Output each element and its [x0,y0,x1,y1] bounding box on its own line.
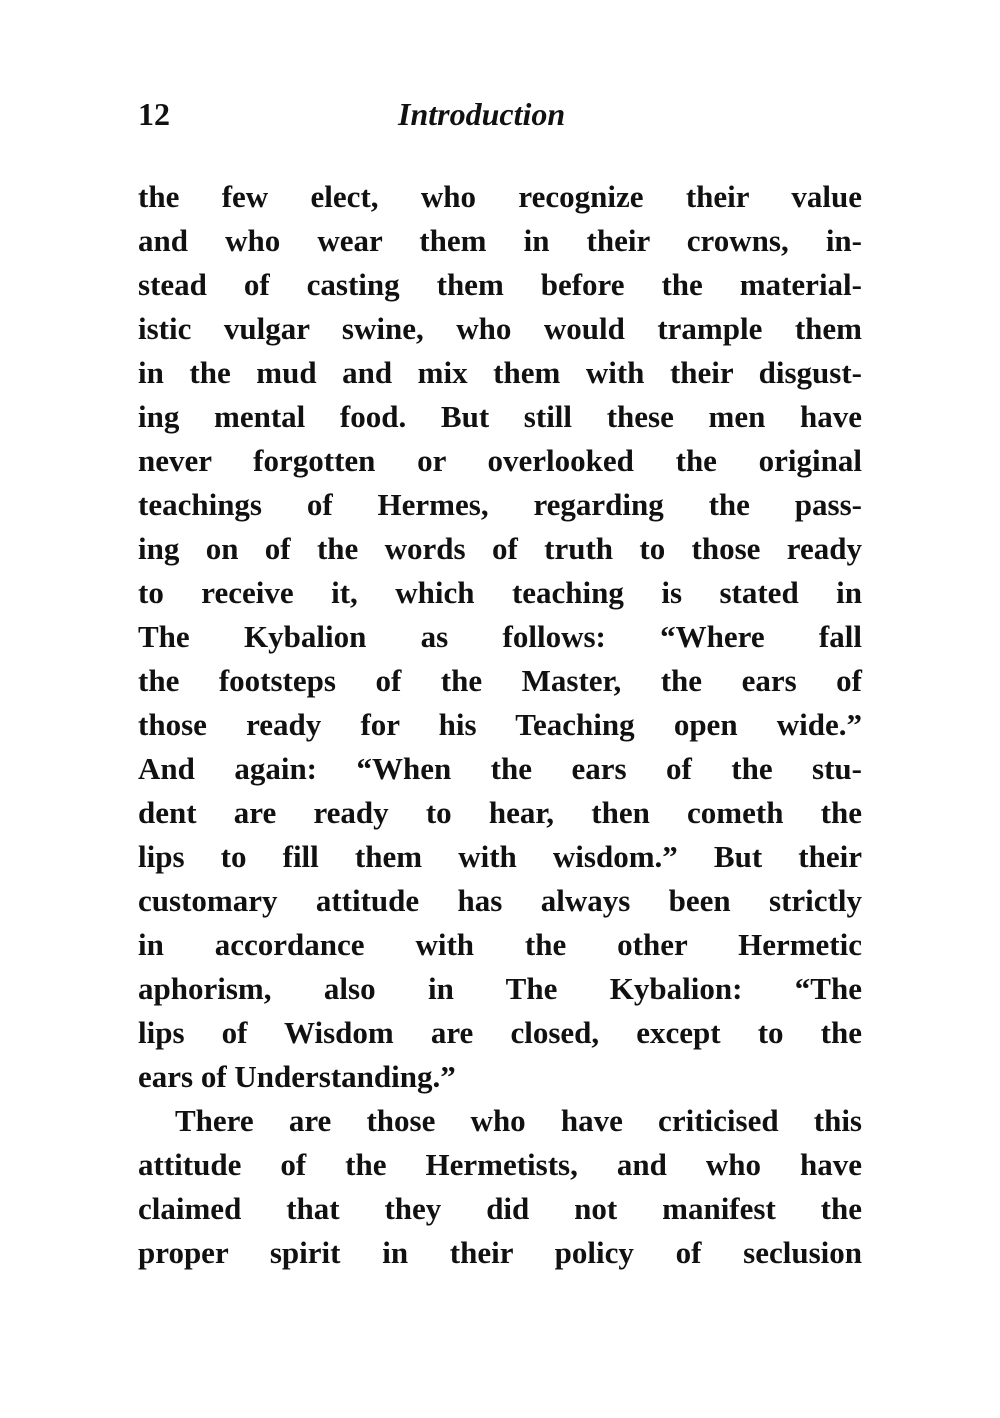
text-line: There are those who have criticised this [175,1103,862,1138]
text-line: to receive it, which teaching is stated in [138,575,862,610]
text-line: stead of casting them before the material- [138,267,862,302]
text-line: istic vulgar swine, who would trample them [138,311,862,346]
text-line: never forgotten or overlooked the original [138,443,862,478]
text-line: in accordance with the other Hermetic [138,927,862,962]
paragraph [138,1099,862,1275]
text-line: those ready for his Teaching open wide.” [138,707,862,742]
text-line: attitude of the Hermetists, and who have [138,1147,862,1182]
text-line: The Kybalion as follows: “Where fall [138,619,862,654]
text-line: and who wear them in their crowns, in- [138,223,862,258]
text-line: in the mud and mix them with their disgust- [138,355,862,390]
text-line: ing mental food. But still these men have [138,399,862,434]
text-line: claimed that they did not manifest the [138,1191,862,1226]
running-title: Introduction [398,96,566,132]
text-line: And again: “When the ears of the stu- [138,751,862,786]
text-line: dent are ready to hear, then cometh the [138,795,862,830]
text-line: teachings of Hermes, regarding the pass- [138,487,862,522]
page-header [138,96,862,140]
text-line: the footsteps of the Master, the ears of [138,663,862,698]
text-line: lips of Wisdom are closed, except to the [138,1015,862,1050]
text-line: ing on of the words of truth to those ready [138,531,862,566]
body-text [138,175,862,1275]
paragraph [138,175,862,1099]
text-line: the few elect, who recognize their value [138,179,862,214]
text-line: customary attitude has always been strictly [138,883,862,918]
text-line: ears of Understanding.” [138,1059,456,1094]
text-line: aphorism, also in The Kybalion: “The [138,971,862,1006]
text-line: lips to fill them with wisdom.” But their [138,839,862,874]
text-line: proper spirit in their policy of seclusion [138,1235,862,1270]
page-number: 12 [138,96,170,132]
